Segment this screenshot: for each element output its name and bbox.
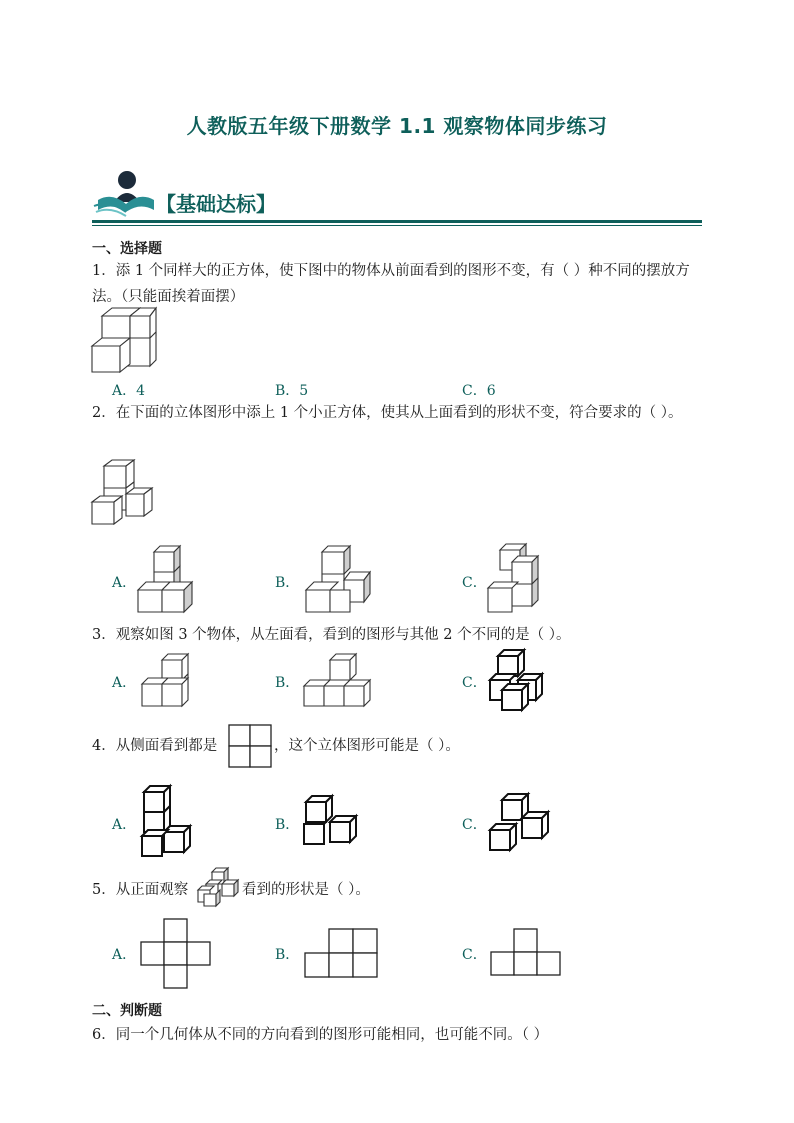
question-2-option-b-figure[interactable] <box>304 544 374 614</box>
question-1-option-c[interactable]: C．6 <box>462 383 496 399</box>
section-heading-choice: 一、选择题 <box>92 241 162 257</box>
question-5-option-a[interactable]: A． <box>112 947 137 963</box>
question-1-figure <box>90 308 160 374</box>
question-5-text-after: 看到的形状是（ ）。 <box>242 882 370 898</box>
question-4-option-c[interactable]: C． <box>462 817 487 833</box>
question-4-option-b-figure[interactable] <box>302 794 358 850</box>
question-3-option-c-figure[interactable] <box>488 650 544 714</box>
question-5-text-before: 5．从正面观察 <box>92 882 189 898</box>
question-2-option-c[interactable]: C． <box>462 575 487 591</box>
question-5-option-c-figure[interactable] <box>490 928 562 976</box>
question-4-option-a-figure[interactable] <box>140 786 196 860</box>
question-3-text: 3．观察如图 3 个物体，从左面看，看到的图形与其他 2 个不同的是（ ）。 <box>92 627 571 643</box>
question-5-object-figure <box>196 866 240 908</box>
question-5-option-b-figure[interactable] <box>304 928 378 978</box>
question-3-option-a-figure[interactable] <box>140 654 194 710</box>
reader-logo-icon <box>92 170 158 220</box>
question-4-text-after: ，这个立体图形可能是（ ）。 <box>274 738 460 754</box>
question-5-option-a-figure[interactable] <box>140 918 212 990</box>
question-1-text: 1．添 1 个同样大的正方体，使下图中的物体从前面看到的图形不变，有（ ）种不同的摆放方法。（只能面挨着面摆） <box>92 263 690 305</box>
question-4-option-c-figure[interactable] <box>488 792 550 854</box>
question-1-option-b[interactable]: B．5 <box>275 383 309 399</box>
question-2-figure <box>90 458 152 526</box>
question-4-text-before: 4．从侧面看到都是 <box>92 738 218 754</box>
question-5-option-c[interactable]: C． <box>462 947 487 963</box>
question-6-text: 6．同一个几何体从不同的方向看到的图形可能相同，也可能不同。（ ） <box>92 1027 549 1043</box>
question-2-text: 2．在下面的立体图形中添上 1 个小正方体，使其从上面看到的形状不变，符合要求的（ ）。 <box>92 405 683 421</box>
question-3-option-c[interactable]: C． <box>462 675 487 691</box>
section-heading-judgement: 二、判断题 <box>92 1003 162 1019</box>
question-5-option-b[interactable]: B． <box>275 947 300 963</box>
question-2-option-a-figure[interactable] <box>136 544 206 614</box>
banner-rule <box>92 220 702 223</box>
question-3-option-b-figure[interactable] <box>302 654 374 710</box>
banner-label: 【基础达标】 <box>156 192 276 216</box>
question-2-option-b[interactable]: B． <box>275 575 300 591</box>
question-4-option-b[interactable]: B． <box>275 817 300 833</box>
question-2-option-c-figure[interactable] <box>486 544 546 614</box>
question-1-option-a[interactable]: A．4 <box>112 383 146 399</box>
question-3-option-b[interactable]: B． <box>275 675 300 691</box>
question-2-option-a[interactable]: A． <box>112 575 137 591</box>
question-4-side-view-figure <box>228 724 272 768</box>
question-3-option-a[interactable]: A． <box>112 675 137 691</box>
question-4-option-a[interactable]: A． <box>112 817 137 833</box>
banner-rule-thin <box>92 225 702 226</box>
page-title: 人教版五年级下册数学 1.1 观察物体同步练习 <box>186 114 608 138</box>
